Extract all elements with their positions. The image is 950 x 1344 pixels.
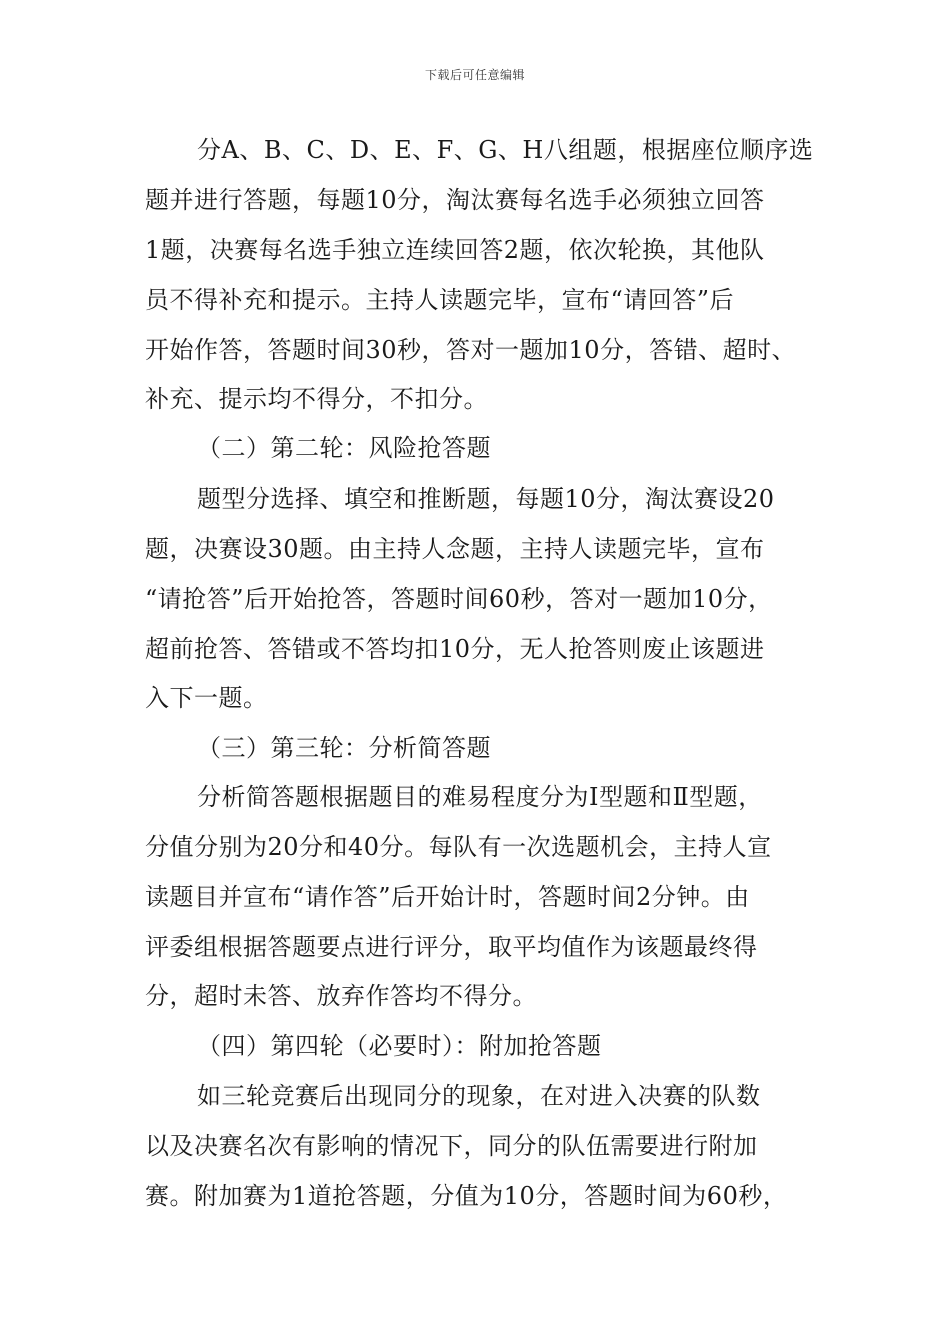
paragraph-line: 开始作答，答题时间30秒，答对一题加10分，答错、超时、: [145, 336, 797, 364]
paragraph-line: 分A、B、C、D、E、F、G、H八组题，根据座位顺序选: [197, 136, 814, 164]
section-heading: （三）第三轮：分析简答题: [197, 734, 491, 762]
paragraph-line: 赛。附加赛为1道抢答题，分值为10分，答题时间为60秒，: [145, 1182, 788, 1210]
section-heading: （二）第二轮：风险抢答题: [197, 434, 491, 462]
paragraph-line: 以及决赛名次有影响的情况下，同分的队伍需要进行附加: [145, 1132, 758, 1160]
paragraph-line: 1题，决赛每名选手独立连续回答2题，依次轮换，其他队: [145, 236, 765, 264]
paragraph-line: 分，超时未答、放弃作答均不得分。: [145, 982, 537, 1010]
paragraph-line: 入下一题。: [145, 684, 268, 712]
page-header: 下载后可任意编辑: [424, 68, 525, 82]
paragraph-line: 读题目并宣布“请作答”后开始计时，答题时间2分钟。由: [145, 883, 750, 911]
paragraph-line: 分析简答题根据题目的难易程度分为Ⅰ型题和Ⅱ型题，: [197, 783, 763, 811]
paragraph-line: 如三轮竞赛后出现同分的现象，在对进入决赛的队数: [197, 1082, 761, 1110]
paragraph-line: 题型分选择、填空和推断题，每题10分，淘汰赛设20: [197, 485, 775, 513]
paragraph-line: 员不得补充和提示。主持人读题完毕，宣布“请回答”后: [145, 286, 735, 314]
paragraph-line: 题，决赛设30题。由主持人念题，主持人读题完毕，宣布: [145, 535, 765, 563]
section-heading: （四）第四轮（必要时）：附加抢答题: [197, 1032, 602, 1060]
paragraph-line: “请抢答”后开始抢答，答题时间60秒，答对一题加10分，: [145, 585, 773, 613]
paragraph-line: 补充、提示均不得分，不扣分。: [145, 385, 488, 413]
paragraph-line: 超前抢答、答错或不答均扣10分，无人抢答则废止该题进: [145, 635, 765, 663]
paragraph-line: 评委组根据答题要点进行评分，取平均值作为该题最终得: [145, 933, 758, 961]
paragraph-line: 分值分别为20分和40分。每队有一次选题机会，主持人宣: [145, 833, 772, 861]
paragraph-line: 题并进行答题，每题10分，淘汰赛每名选手必须独立回答: [145, 186, 765, 214]
